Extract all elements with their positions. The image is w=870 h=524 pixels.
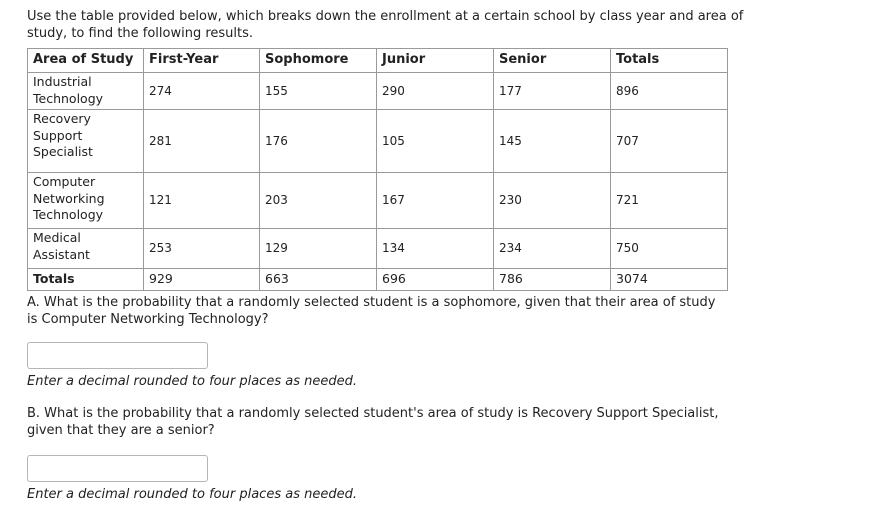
enrollment-table	[27, 48, 728, 291]
table-cell: 281	[144, 110, 260, 173]
table-cell: 121	[144, 173, 260, 229]
table-cell: 750	[611, 229, 728, 269]
table-cell: 203	[260, 173, 377, 229]
table-cell: 929	[144, 269, 260, 291]
row-label-computer-networking-technology: Computer Networking Technology	[28, 173, 144, 229]
table-row	[28, 73, 728, 110]
table-cell: 167	[377, 173, 494, 229]
table-row	[28, 229, 728, 269]
row-label-recovery-support-specialist: Recovery Support Specialist	[28, 110, 144, 173]
answer-a-input[interactable]	[27, 342, 208, 369]
question-a-hint: Enter a decimal rounded to four places as needed.	[27, 374, 357, 389]
table-cell: 3074	[611, 269, 728, 291]
answer-b-input[interactable]	[27, 455, 208, 482]
table-cell: 663	[260, 269, 377, 291]
totals-row	[28, 269, 728, 291]
table-row	[28, 173, 728, 229]
table-cell: 177	[494, 73, 611, 110]
row-label-medical-assistant: Medical Assistant	[28, 229, 144, 269]
header-totals: Totals	[611, 49, 728, 73]
instructions-text: Use the table provided below, which breaks down the enrollment at a certain school by class year and area of study, to find the following results.	[27, 9, 744, 41]
header-first-year: First-Year	[144, 49, 260, 73]
table-cell: 155	[260, 73, 377, 110]
table-cell: 134	[377, 229, 494, 269]
table-cell: 105	[377, 110, 494, 173]
table-cell: 786	[494, 269, 611, 291]
table-cell: 707	[611, 110, 728, 173]
table-cell: 176	[260, 110, 377, 173]
header-senior: Senior	[494, 49, 611, 73]
table-cell: 145	[494, 110, 611, 173]
header-sophomore: Sophomore	[260, 49, 377, 73]
table-row	[28, 110, 728, 173]
table-cell: 896	[611, 73, 728, 110]
table-header-row	[28, 49, 728, 73]
table-cell: 696	[377, 269, 494, 291]
table-cell: 721	[611, 173, 728, 229]
table-cell: 274	[144, 73, 260, 110]
row-label-industrial-technology: Industrial Technology	[28, 73, 144, 110]
question-a-prompt: A. What is the probability that a randomly selected student is a sophomore, given that their area of study is Computer Networking Technology?	[27, 295, 716, 327]
question-b-hint: Enter a decimal rounded to four places as needed.	[27, 487, 357, 502]
header-junior: Junior	[377, 49, 494, 73]
table-cell: 234	[494, 229, 611, 269]
table-cell: 290	[377, 73, 494, 110]
question-b-prompt: B. What is the probability that a randomly selected student's area of study is Recovery Support Specialist, given that they are a senior?	[27, 406, 719, 438]
table-cell: 253	[144, 229, 260, 269]
header-area-of-study: Area of Study	[28, 49, 144, 73]
table-cell: 129	[260, 229, 377, 269]
totals-label: Totals	[28, 269, 144, 291]
table-cell: 230	[494, 173, 611, 229]
